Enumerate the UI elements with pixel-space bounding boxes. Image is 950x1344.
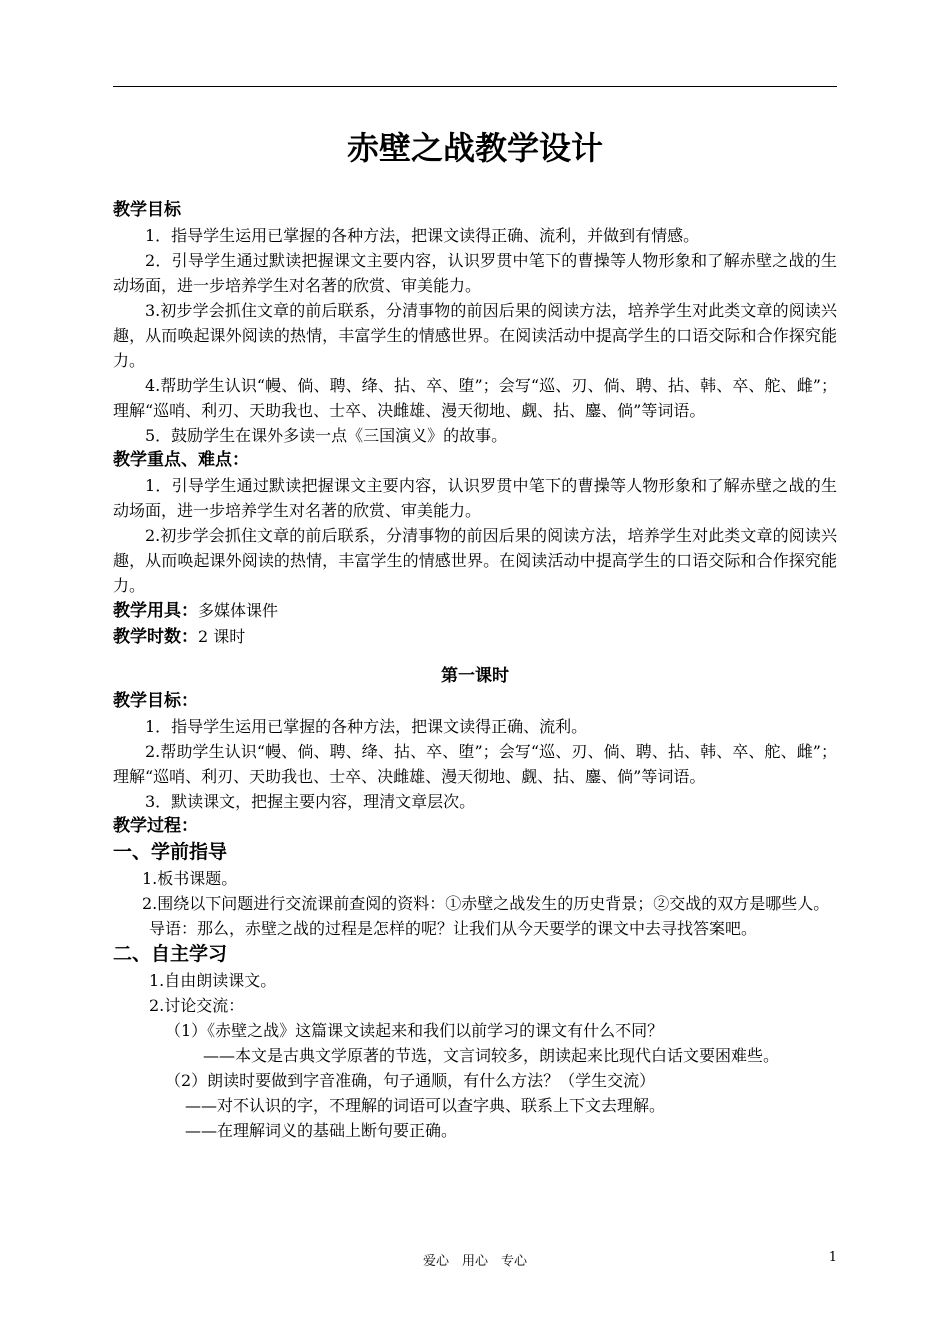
part2-answer [113,1043,837,1068]
part2-answer: ——对不认识的字，不理解的词语可以查字典、联系上下文去理解。 [185,1096,666,1115]
part2-question: （1）《赤壁之战》这篇课文读起来和我们以前学习的课文有什么不同？ [165,1021,664,1040]
part2-question: （2）朗读时要做到字音准确，句子通顺，有什么方法？（学生交流） [165,1071,656,1090]
document-title: 赤壁之战教学设计 [346,129,603,167]
part2-item: 1.自由朗读课文。 [149,971,277,990]
document-body [113,198,837,1143]
part1-item: 1.板书课题。 [142,869,238,888]
part1-lead: 导语：那么，赤壁之战的过程是怎样的呢？让我们从今天要学的课文中去寻找答案吧。 [149,919,758,938]
focus-item: 1．引导学生通过默读把握课文主要内容，认识罗贯中笔下的曹操等人物形象和了解赤壁之战的生动场面，进一步培养学生对名著的欣赏、审美能力。 [113,476,837,520]
footer-motto: 爱心 用心 专心 [422,1254,527,1269]
tools-label: 教学用具： [113,601,198,621]
part1-item: 2.围绕以下问题进行交流课前查阅的资料：①赤壁之战发生的历史背景；②交战的双方是哪些人。 [142,894,830,913]
focus-item: 2.初步学会抓住文章的前后联系，分清事物的前因后果的阅读方法，培养学生对此类文章的阅读兴趣，从而唤起课外阅读的热情，丰富学生的情感世界。在阅读活动中提高学生的口语交际和合作探究能力。 [113,526,837,595]
part1-heading: 一、学前指导 [113,841,228,863]
goal-item: 2．引导学生通过默读把握课文主要内容，认识罗贯中笔下的曹操等人物形象和了解赤壁之战的生动场面，进一步培养学生对名著的欣赏、审美能力。 [113,251,837,295]
section-heading-focus: 教学重点、难点： [113,450,249,470]
hours-value: 2 课时 [198,627,246,646]
process-heading: 教学过程： [113,816,198,836]
lesson-goal-item: 2.帮助学生认识“幔、倘、聘、绛、拈、卒、堕”；会写“巡、刃、倘、聘、拈、韩、卒、舵、雌”；理解“巡哨、利刃、天助我也、士卒、决雌雄、漫天彻地、觑、拈、鏖、倘”等词语。 [113,742,837,786]
part2-answer: ——在理解词义的基础上断句要正确。 [185,1121,458,1140]
part2-item: 2.讨论交流： [149,996,245,1015]
part2-answer-text: ——本文是古典文学原著的节选，文言词较多，朗读起来比现代白话文要困难些。 [203,1046,780,1065]
goal-item: 4.帮助学生认识“幔、倘、聘、绛、拈、卒、堕”；会写“巡、刃、倘、聘、拈、韩、卒、舵、雌”；理解“巡哨、利刃、天助我也、士卒、决雌雄、漫天彻地、觑、拈、鏖、倘”等词语。 [113,376,837,420]
lesson-goal-item: 3．默读课文，把握主要内容，理清文章层次。 [145,792,476,811]
goal-item: 1．指导学生运用已掌握的各种方法，把课文读得正确、流利，并做到有情感。 [145,226,700,245]
page-number: 1 [828,1250,837,1265]
header-rule [113,86,837,87]
goal-item: 5．鼓励学生在课外多读一点《三国演义》的故事。 [145,426,508,445]
section-heading-goals: 教学目标 [113,200,181,220]
hours-label: 教学时数： [113,627,198,647]
page-footer [113,1250,837,1270]
hours-line [113,624,837,650]
lesson-goals-heading: 教学目标： [113,691,198,711]
tools-value: 多媒体课件 [198,601,279,620]
lesson-goal-item: 1．指导学生运用已掌握的各种方法，把课文读得正确、流利。 [145,717,588,736]
part2-heading: 二、自主学习 [113,943,228,965]
tools-line [113,598,837,624]
goal-item: 3.初步学会抓住文章的前后联系，分清事物的前因后果的阅读方法，培养学生对此类文章的阅读兴趣，从而唤起课外阅读的热情，丰富学生的情感世界。在阅读活动中提高学生的口语交际和合作探究能力。 [113,301,837,370]
lesson-title: 第一课时 [441,666,509,686]
